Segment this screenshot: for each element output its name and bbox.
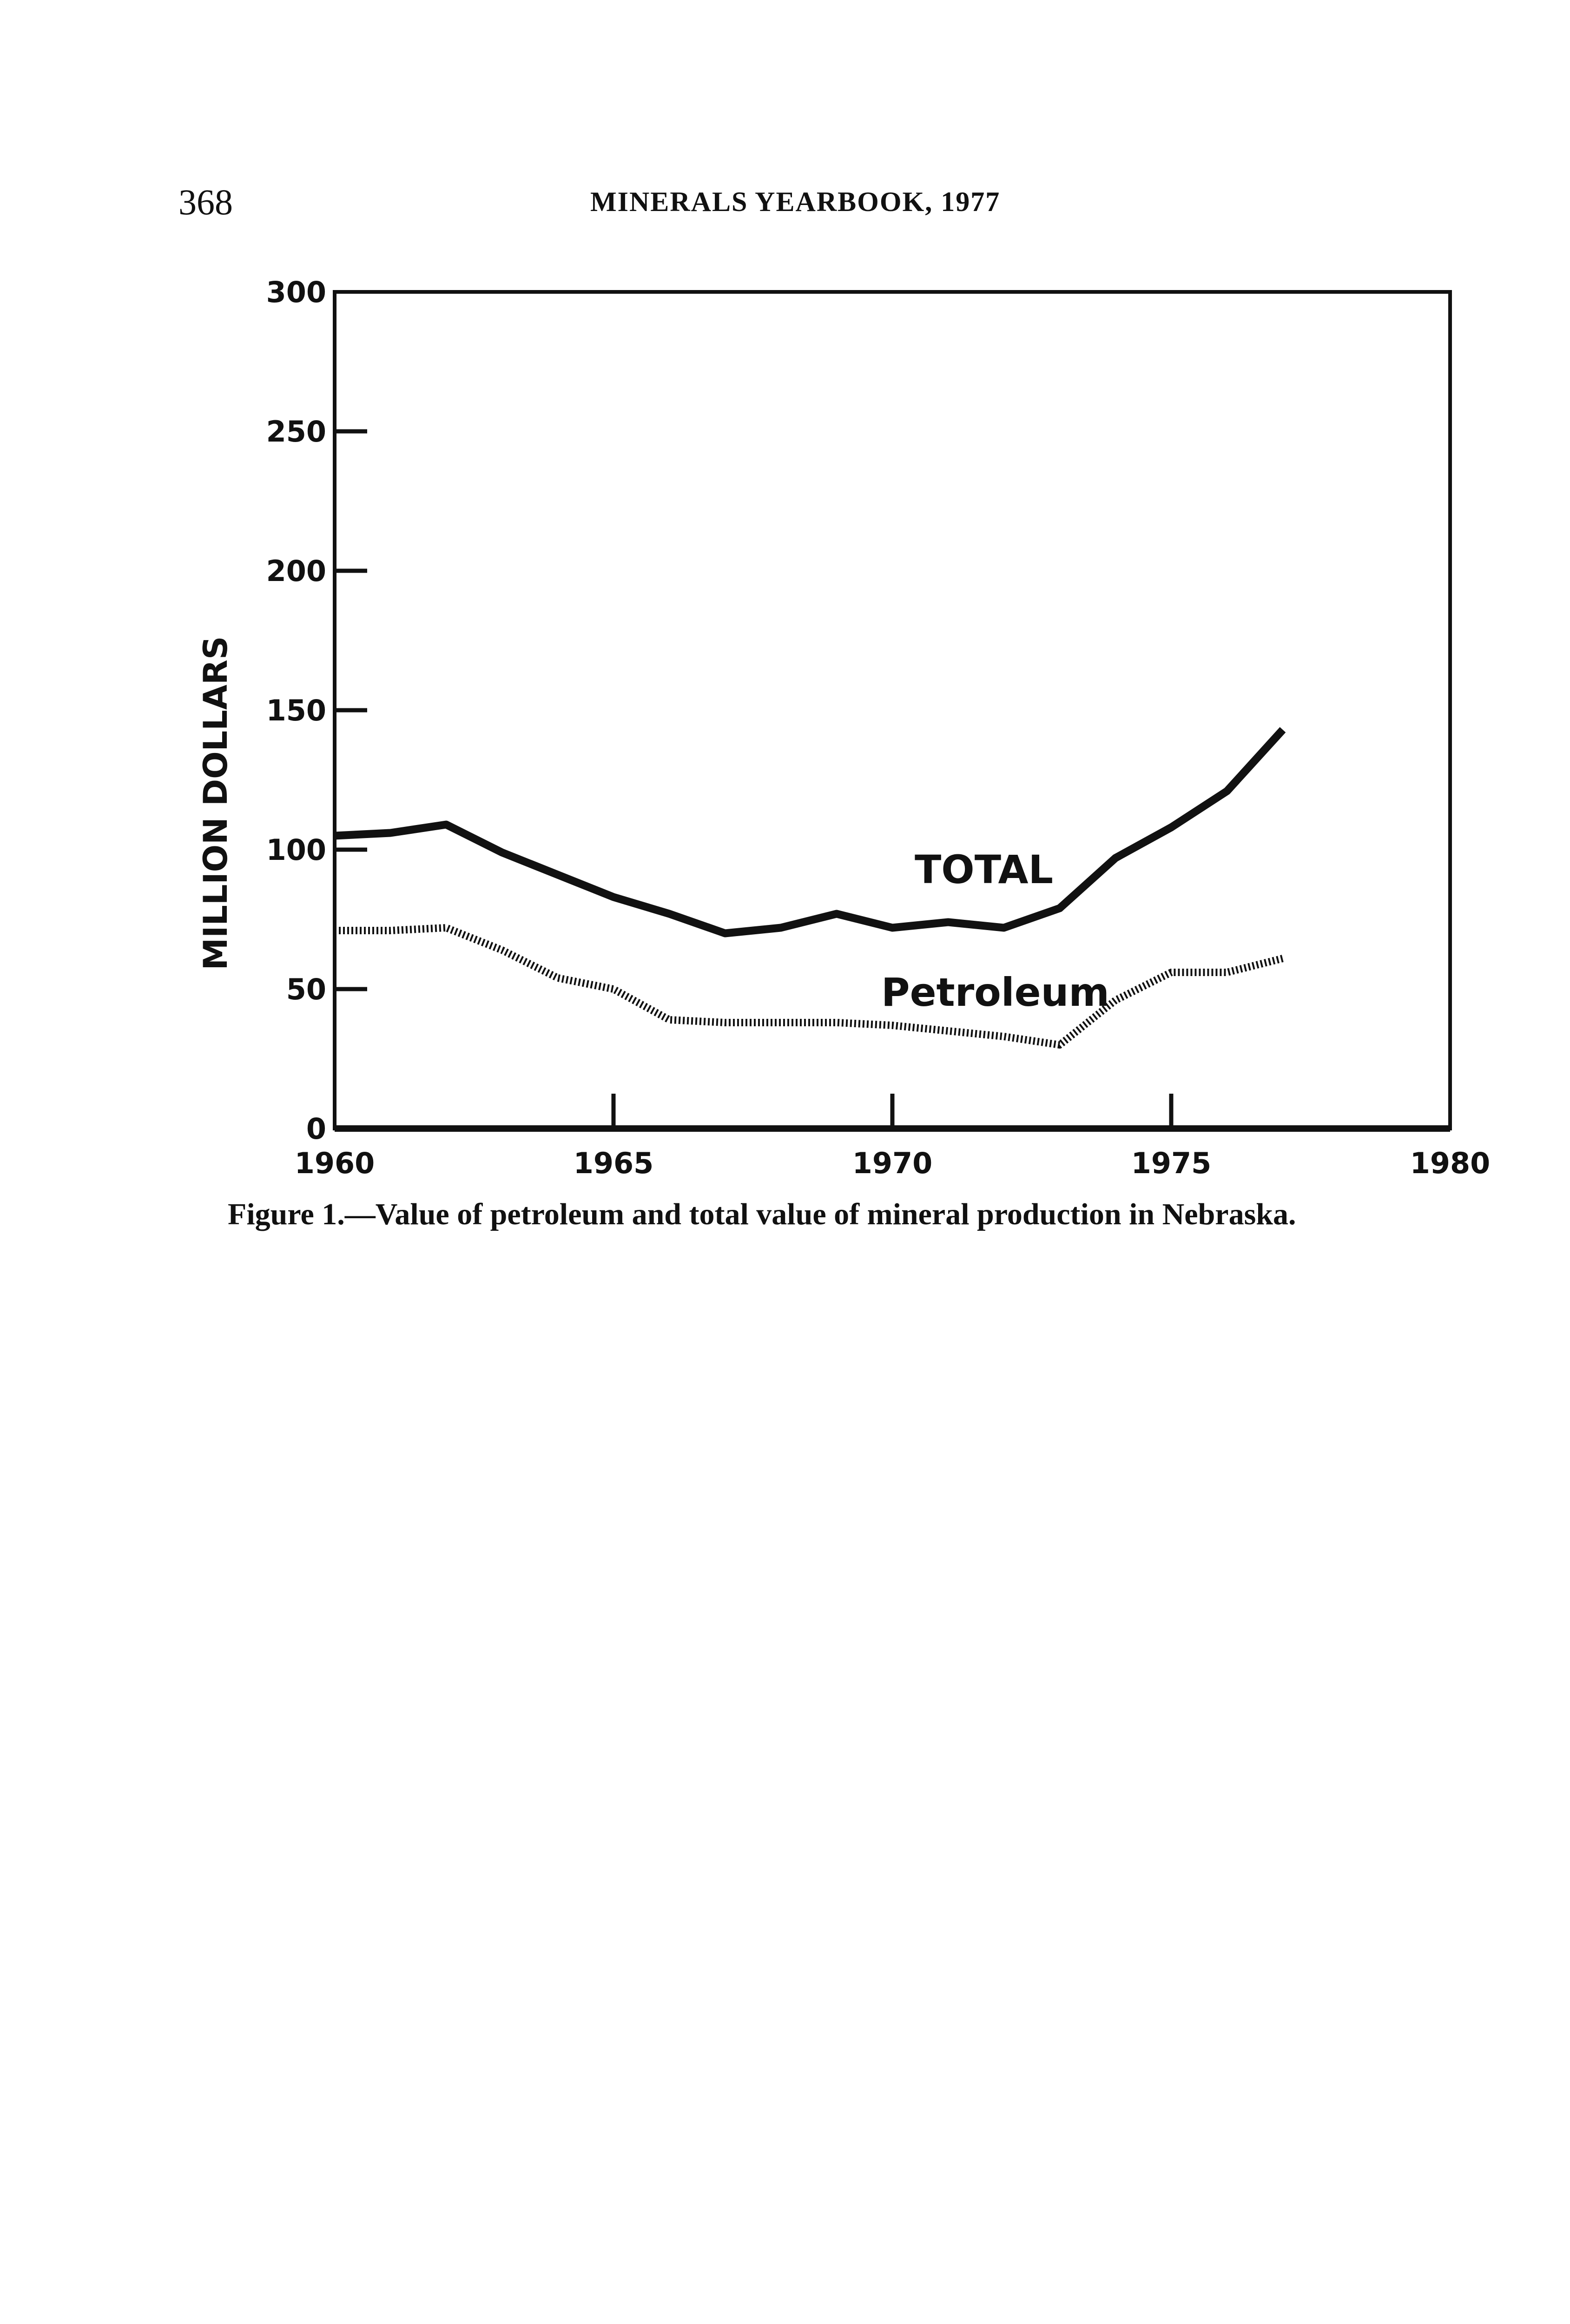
y-axis-title: MILLION DOLLARS xyxy=(197,636,235,971)
y-tick-label: 300 xyxy=(266,275,326,309)
x-tick-label: 1975 xyxy=(1131,1146,1212,1180)
running-title: MINERALS YEARBOOK, 1977 xyxy=(590,186,1001,217)
axis-ticks xyxy=(266,275,1491,1180)
y-tick-label: 200 xyxy=(266,554,326,588)
series-label-petroleum: Petroleum xyxy=(881,970,1109,1015)
y-tick-label: 0 xyxy=(306,1112,326,1146)
x-tick-label: 1980 xyxy=(1410,1146,1491,1180)
y-tick-label: 100 xyxy=(266,833,326,867)
series-lines xyxy=(335,730,1283,1045)
y-tick-label: 250 xyxy=(266,415,326,449)
series-label-total: TOTAL xyxy=(915,847,1054,892)
x-tick-label: 1960 xyxy=(294,1146,375,1180)
x-tick-label: 1965 xyxy=(573,1146,654,1180)
y-tick-label: 50 xyxy=(286,972,326,1006)
figure-caption: Figure 1.—Value of petroleum and total value of mineral production in Nebraska. xyxy=(228,1197,1296,1231)
series-line-total xyxy=(335,730,1283,933)
page-number: 368 xyxy=(178,182,233,222)
y-tick-label: 150 xyxy=(266,693,326,727)
series-line-petroleum xyxy=(335,928,1283,1045)
x-tick-label: 1970 xyxy=(852,1146,933,1180)
